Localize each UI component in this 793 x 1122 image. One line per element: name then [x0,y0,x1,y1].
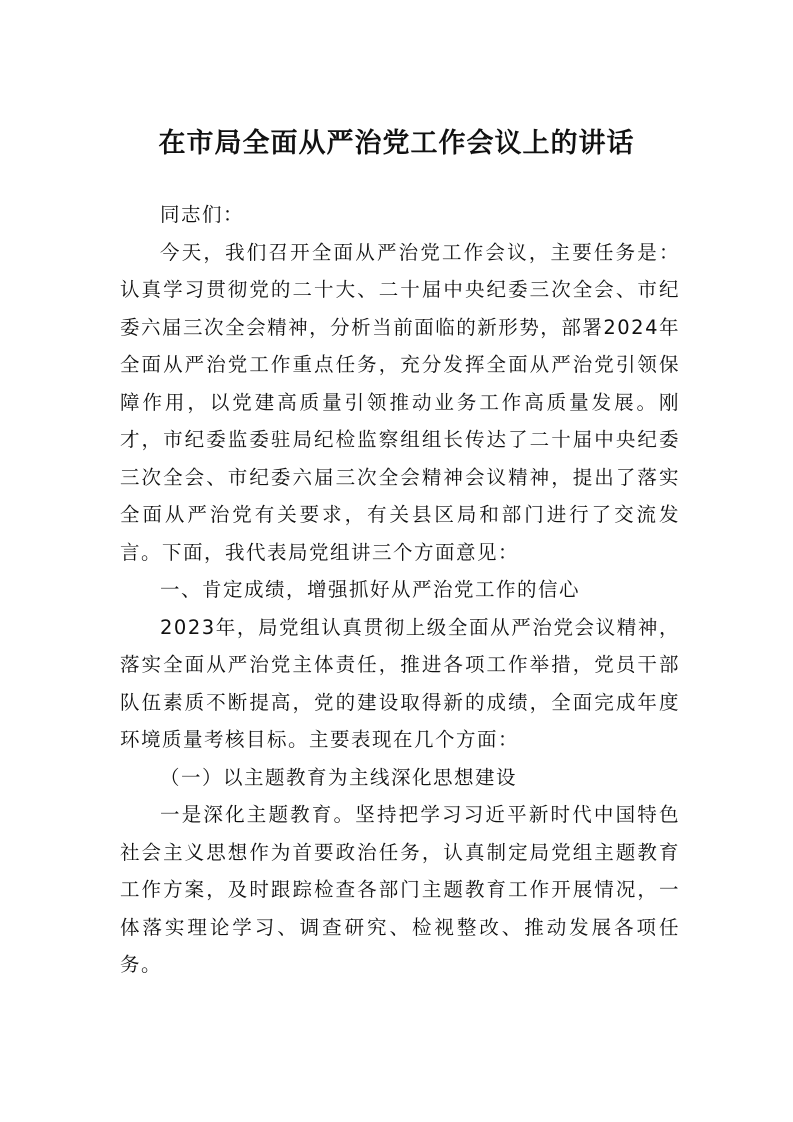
section-1-heading: 一、肯定成绩，增强抓好从严治党工作的信心 [160,578,581,601]
greeting: 同志们： [160,203,245,226]
section-1-paragraph: 2023年，局党组认真贯彻上级全面从严治党会议精神，落实全面从严治党主体责任，推进各项工作举措，党员干部队伍素质不断提高，党的建设取得新的成绩，全面完成年度环境质量考核目标。主要表现在几个方面： [120,615,680,751]
subsection-1-heading: （一）以主题教育为主线深化思想建设 [160,765,518,789]
document-title: 在市局全面从严治党工作会议上的讲话 [158,128,635,159]
subsection-1-paragraph: 一是深化主题教育。坚持把学习习近平新时代中国特色社会主义思想作为首要政治任务，认真制定局党组主题教育工作方案，及时跟踪检查各部门主题教育工作开展情况，一体落实理论学习、调查研究、检视整改、推动发展各项任务。 [120,803,680,976]
intro-paragraph: 今天，我们召开全面从严治党工作会议，主要任务是：认真学习贯彻党的二十大、二十届中央纪委三次全会、市纪委六届三次全会精神，分析当前面临的新形势，部署2024年全面从严治党工作重点任务，充分发挥全面从严治党引领保障作用，以党建高质量引领推动业务工作高质量发展。刚才，市纪委监委驻局纪检监察组组长传达了二十届中央纪委三次全会、市纪委六届三次全会精神会议精神，提出了落实全面从严治党有关要求，有关县区局和部门进行了交流发言。下面，我代表局党组讲三个方面意见： [120,240,680,564]
document-body [120,196,680,984]
